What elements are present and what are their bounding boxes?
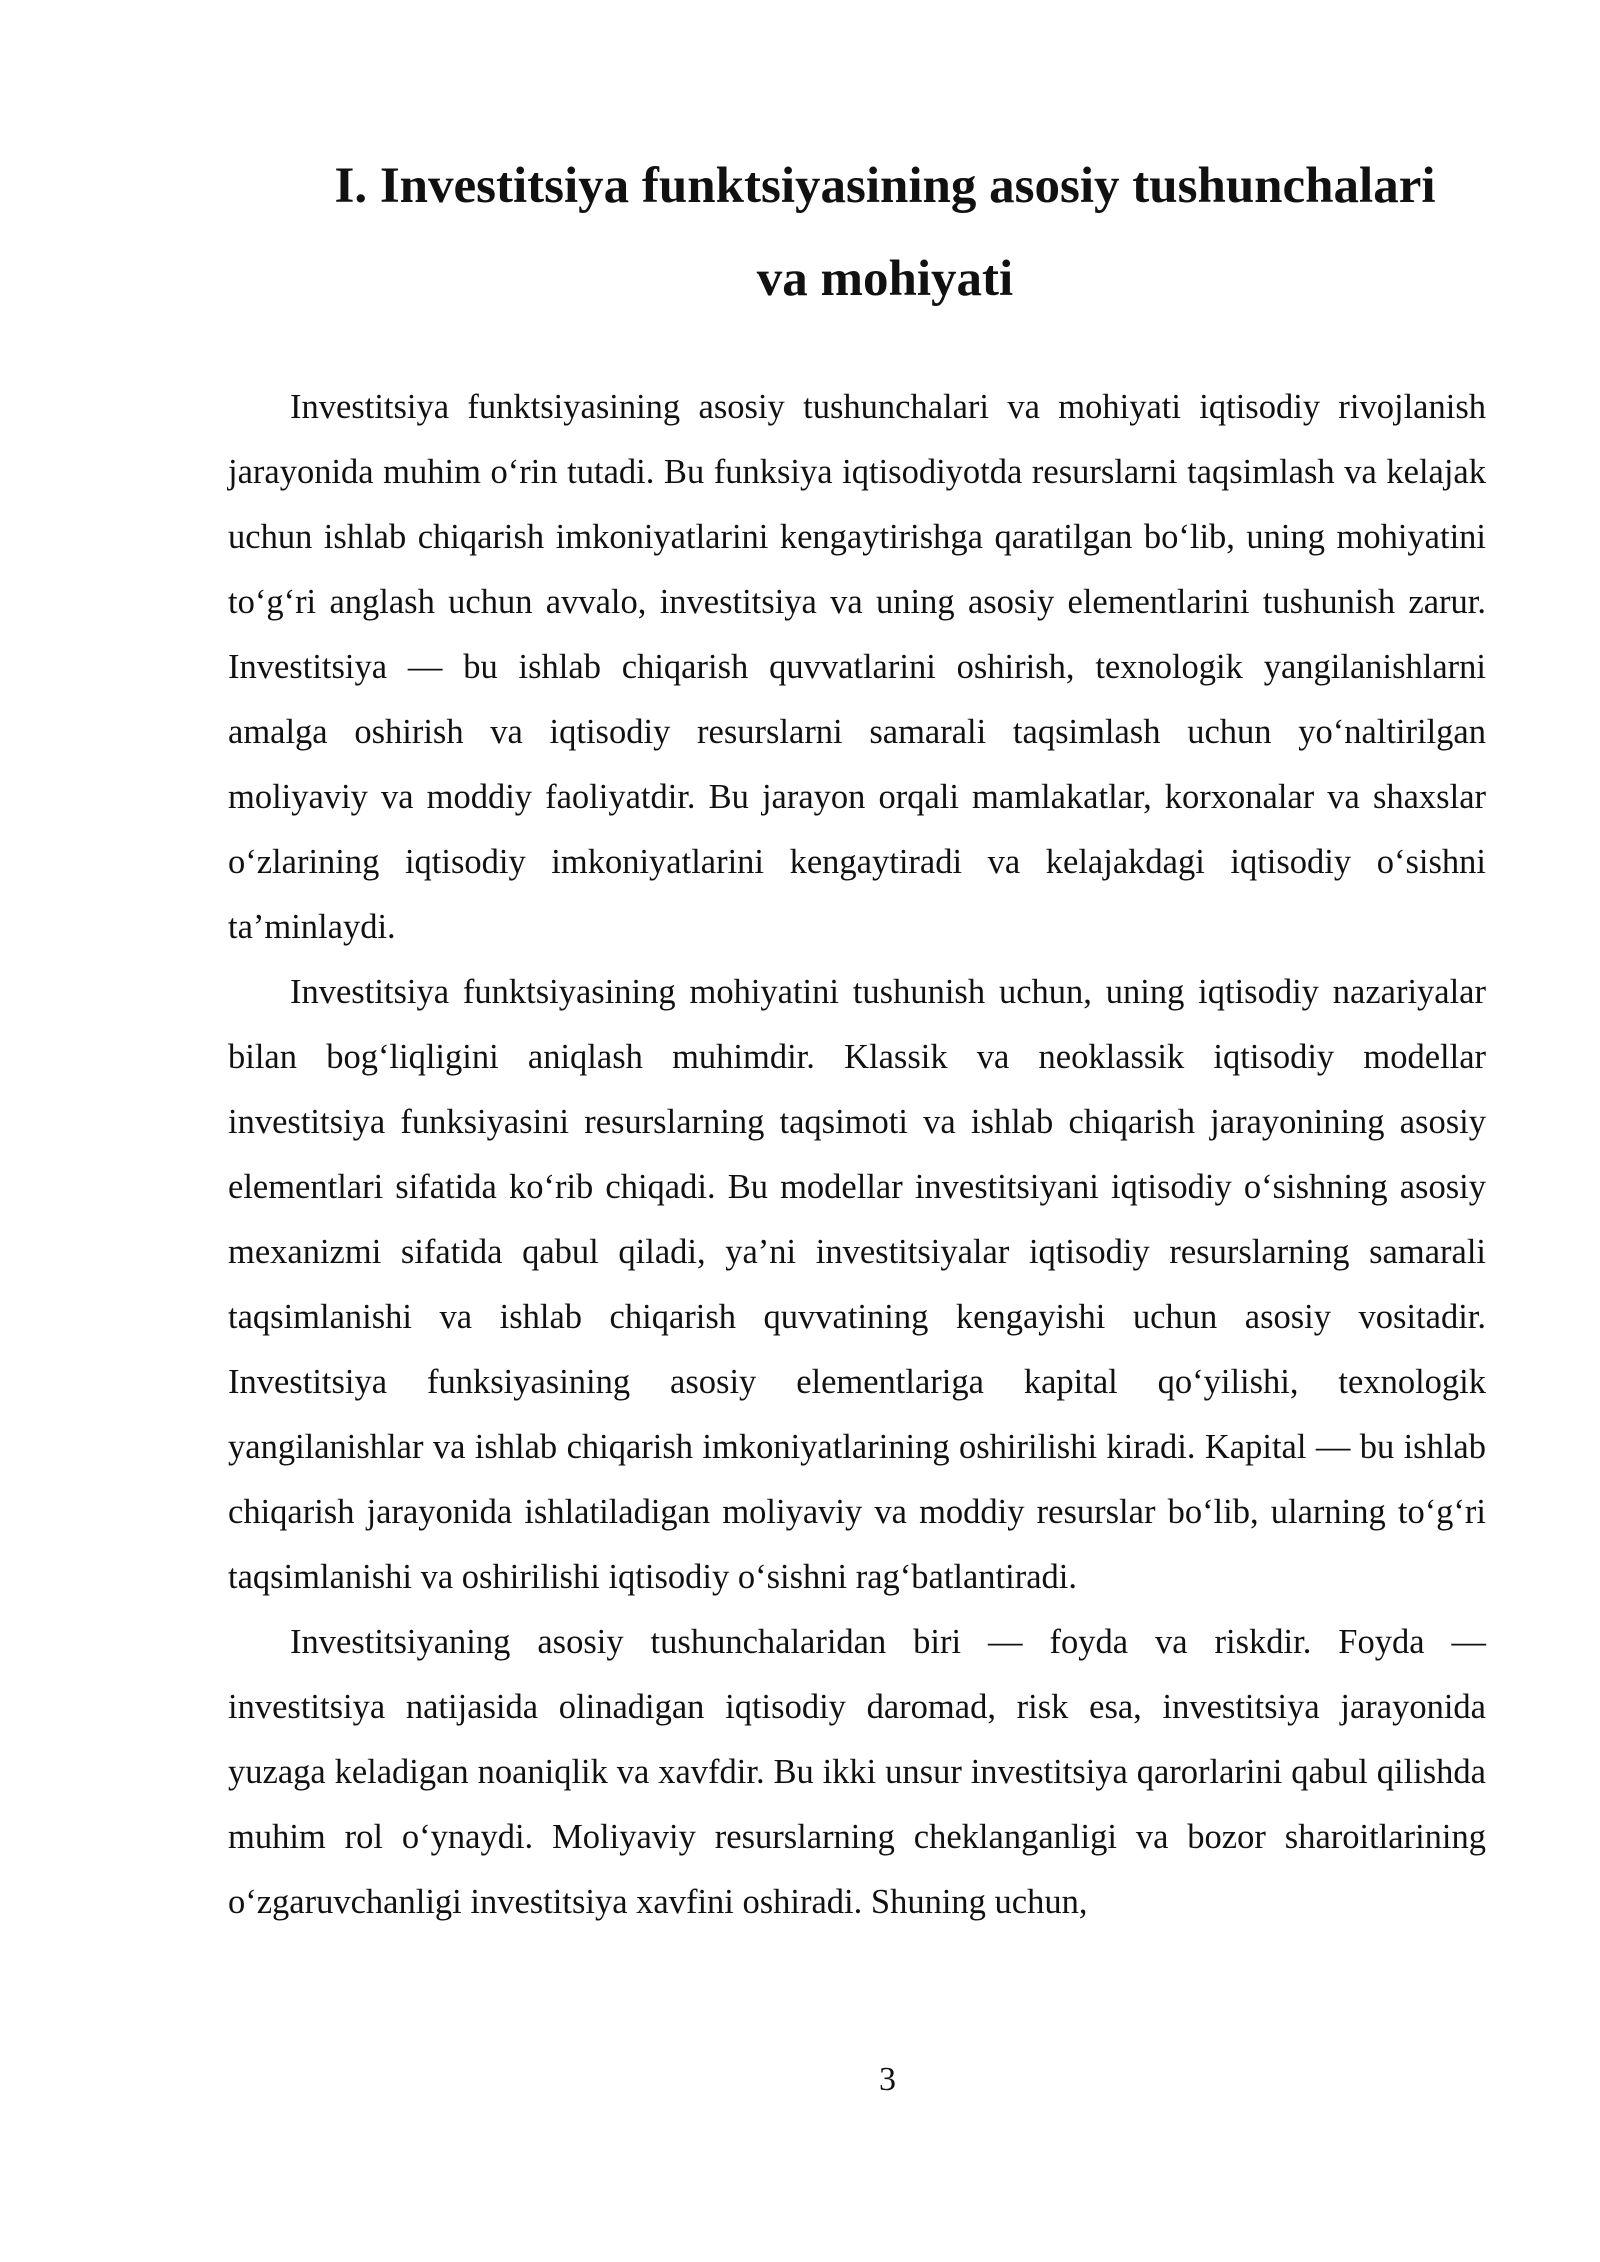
paragraph-3: Investitsiyaning asosiy tushunchalaridan biri — foyda va riskdir. Foyda — investitsiya natijasida olinadigan iqtisodiy daromad, risk esa, investitsiya jarayonida yuzaga keladigan noaniqlik va xavfdir. Bu ikki unsur investitsiya qarorlarini qabul qilishda muhim rol o‘ynaydi. Moliyaviy resurslarning cheklanganligi va bozor sharoitlarining o‘zgaruvchanligi investitsiya xavfini oshiradi. Shuning uchun, xyxy=(228,1623,1486,1921)
section-heading-line-2: va mohiyati xyxy=(756,251,1014,307)
paragraph-1: Investitsiya funktsiyasining asosiy tushunchalari va mohiyati iqtisodiy rivojlanish jarayonida muhim o‘rin tutadi. Bu funksiya iqtisodiyotda resurslarni taqsimlash va kelajak uchun ishlab chiqarish imkoniyatlarini kengaytirishga qaratilgan bo‘lib, uning mohiyatini to‘g‘ri anglash uchun avvalo, investitsiya va uning asosiy elementlarini tushunish zarur. Investitsiya — bu ishlab chiqarish quvvatlarini oshirish, texnologik yangilanishlarni amalga oshirish va iqtisodiy resurslarni samarali taqsimlash uchun yo‘naltirilgan moliyaviy va moddiy faoliyatdir. Bu jarayon orqali mamlakatlar, korxonalar va shaxslar o‘zlarining iqtisodiy imkoniyatlarini kengaytiradi va kelajakdagi iqtisodiy o‘sishni ta’minlaydi. xyxy=(228,388,1486,946)
page-number: 3 xyxy=(879,2061,896,2098)
section-heading-line-1: I. Investitsiya funktsiyasining asosiy tushunchalari xyxy=(334,158,1436,214)
body-text xyxy=(228,375,1486,1935)
paragraph-2: Investitsiya funktsiyasining mohiyatini tushunish uchun, uning iqtisodiy nazariyalar bilan bog‘liqligini aniqlash muhimdir. Klassik va neoklassik iqtisodiy modellar investitsiya funksiyasini resurslarning taqsimoti va ishlab chiqarish jarayonining asosiy elementlari sifatida ko‘rib chiqadi. Bu modellar investitsiyani iqtisodiy o‘sishning asosiy mexanizmi sifatida qabul qiladi, ya’ni investitsiyalar iqtisodiy resurslarning samarali taqsimlanishi va ishlab chiqarish quvvatining kengayishi uchun asosiy vositadir. Investitsiya funksiyasining asosiy elementlariga kapital qo‘yilishi, texnologik yangilanishlar va ishlab chiqarish imkoniyatlarining oshirilishi kiradi. Kapital — bu ishlab chiqarish jarayonida ishlatiladigan moliyaviy va moddiy resurslar bo‘lib, ularning to‘g‘ri taqsimlanishi va oshirilishi iqtisodiy o‘sishni rag‘batlantiradi. xyxy=(228,973,1486,1596)
section-heading xyxy=(230,140,1540,326)
